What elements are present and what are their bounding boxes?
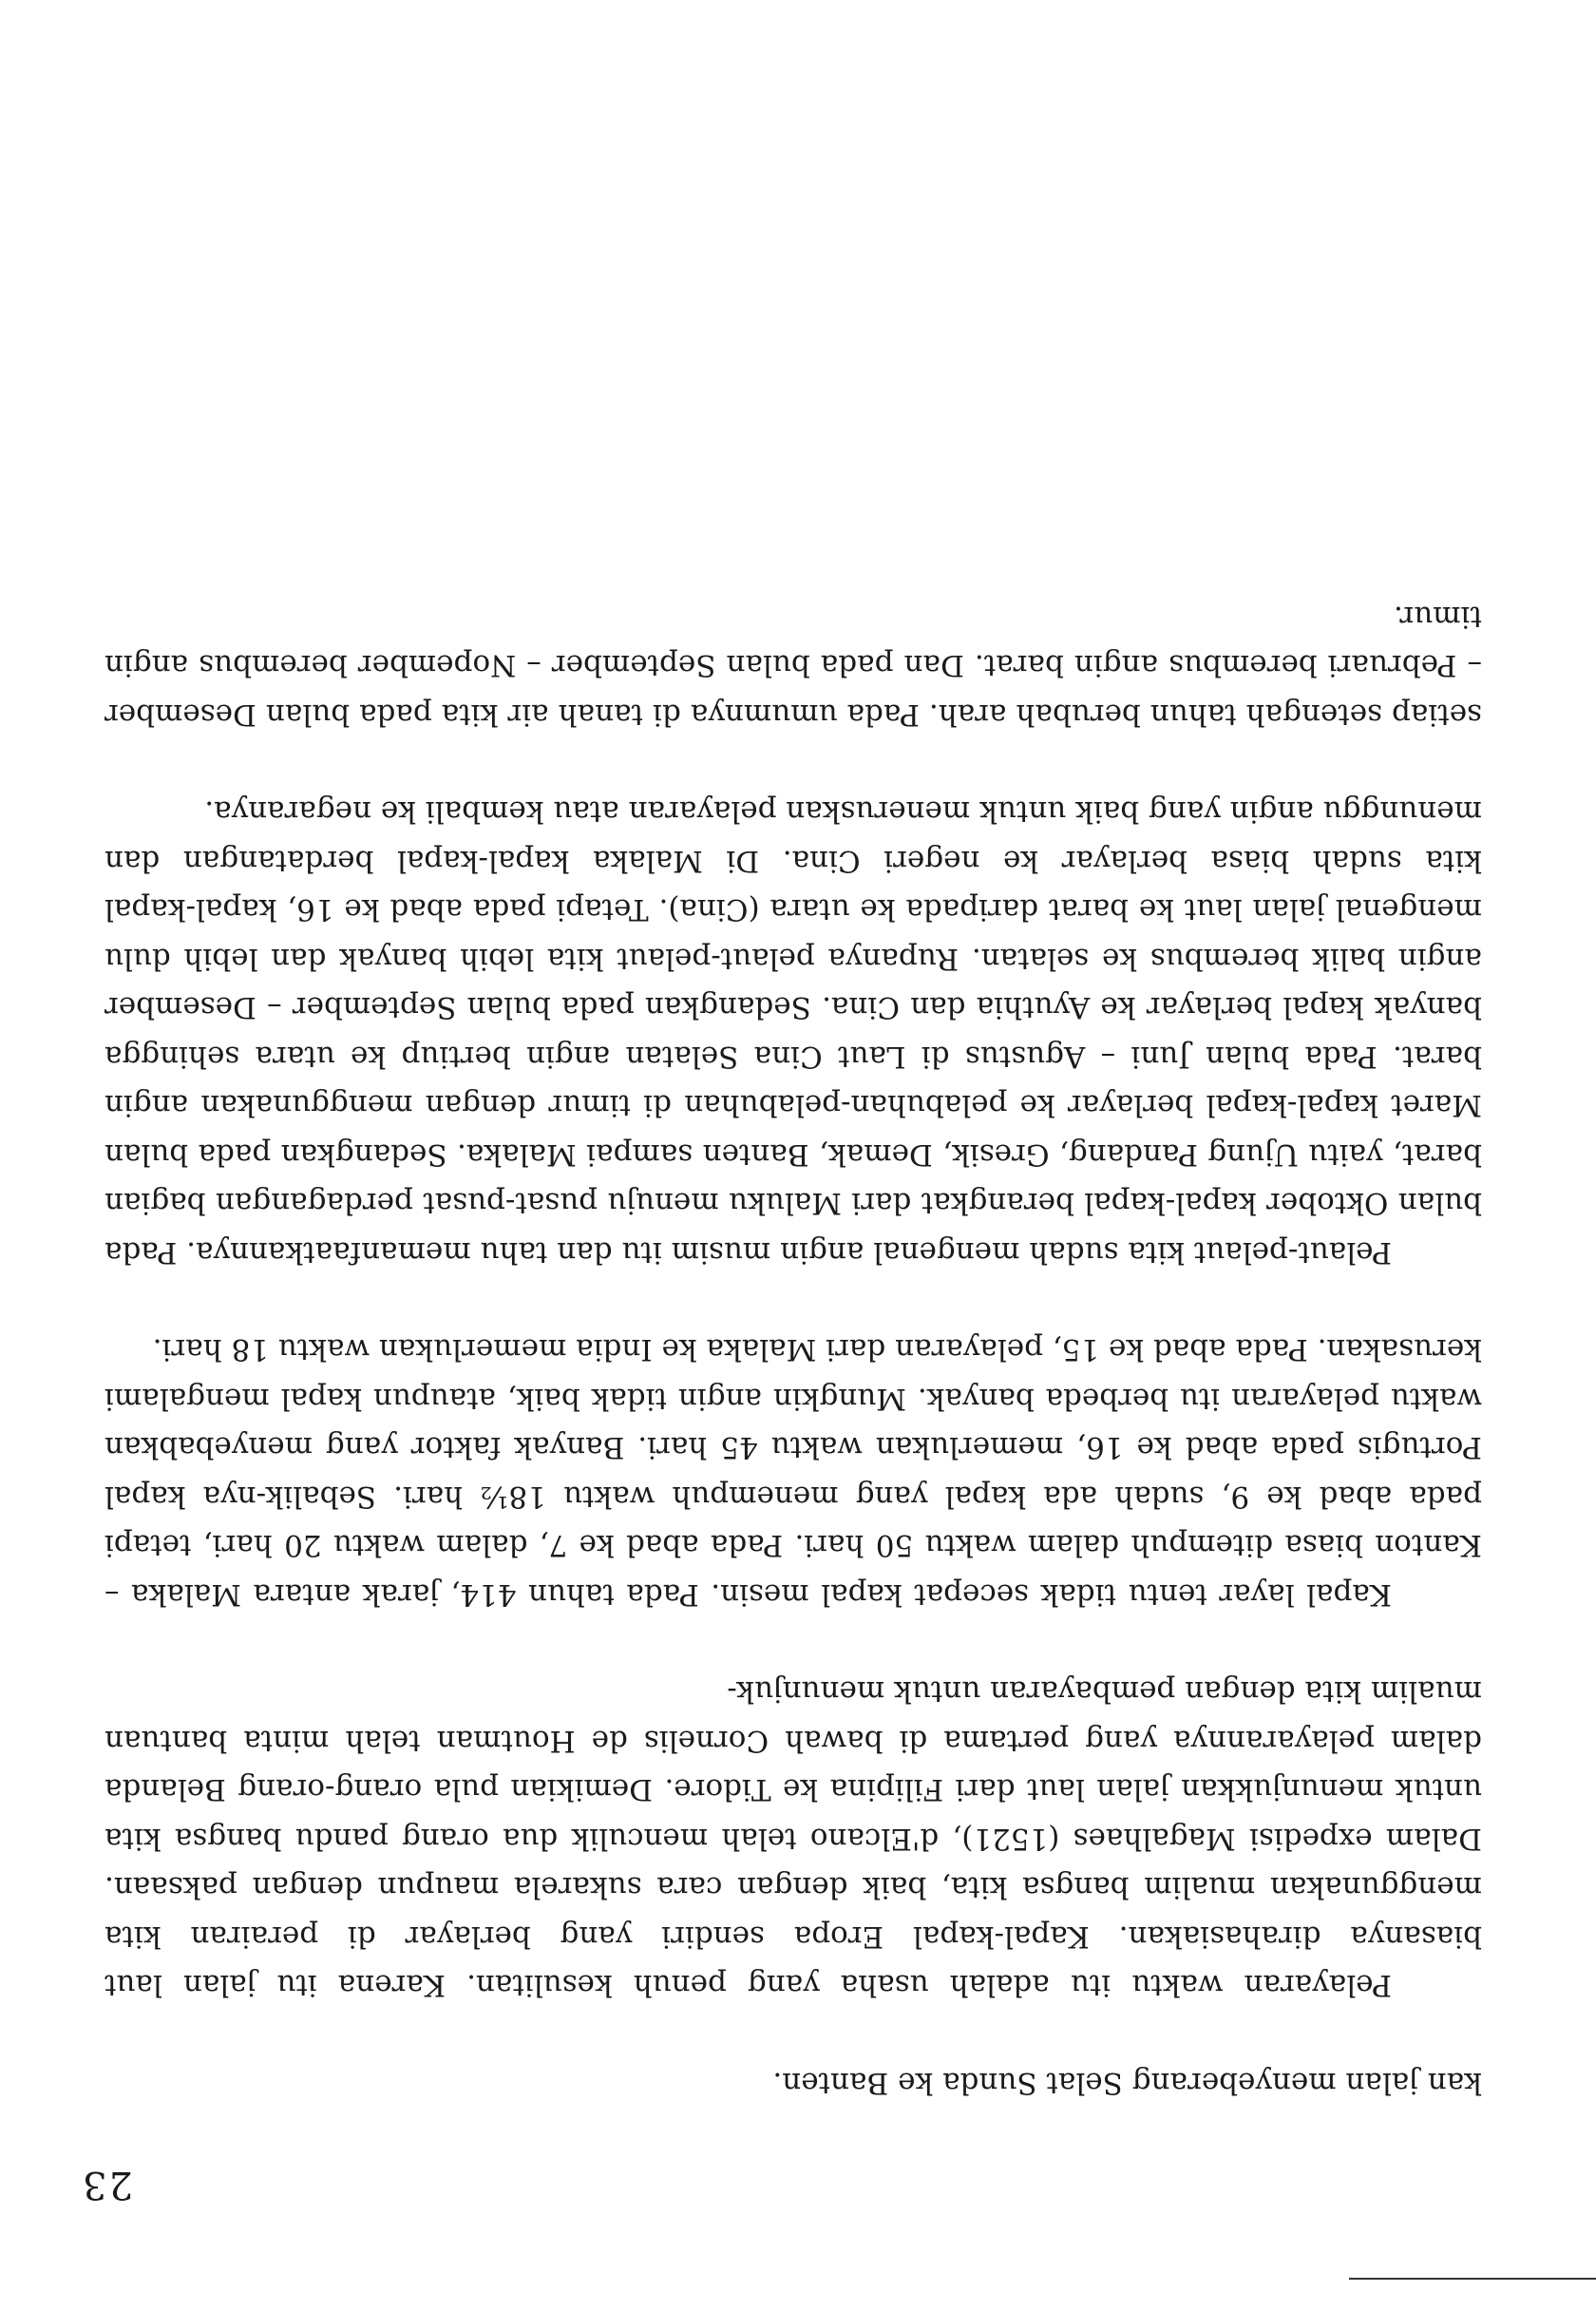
paragraph-angin-musim: setiap setengah tahun berubah arah. Pada umumnya di tanah air kita pada bulan Desember – Pebruari berembus angin barat. Dan pada bulan September – Nopember berembus angin timur.	[104, 600, 1482, 732]
paragraph-kapal-layar: Kapal layar tentu tidak secepat kapal mesin. Pada tahun 414, jarak antara Malaka – Kanton biasa ditempuh dalam waktu 50 hari. Pada abad ke 7, dalam waktu 20 hari, tetapi pada abad ke 9, sudah ada kapal yang menempuh waktu 18½ hari. Sebalik-nya kapal Portugis pada abad ke 16, memerlukan waktu 45 hari. Banyak faktor yang menyebabkan waktu pelayaran itu berbeda banyak. Mungkin angin tidak baik, ataupun kapal mengalami kerusakan. Pada abad ke 15, pelayaran dari Malaka ke India memerlukan waktu 18 hari.	[104, 1332, 1482, 1612]
body-text	[104, 592, 1482, 2108]
page-number: 23	[81, 2163, 133, 2206]
page-edge-rule	[1349, 2278, 1596, 2280]
paragraph-continuation-top: kan jalan menyeberang Selat Sunda ke Banten.	[772, 2066, 1482, 2100]
paragraph-pelaut-pelaut: Pelaut-pelaut kita sudah mengenal angin musim itu dan tahu memanfaatkannya. Pada bulan Oktober kapal-kapal berangkat dari Maluku menuju pusat-pusat perdagangan bagian barat, yaitu Ujung Pandang, Gresik, Demak, Banten sampai Malaka. Sedangkan pada bulan Maret kapal-kapal berlayar ke pelabuhan-pelabuhan di timur dengan menggunakan angin barat. Pada bulan Juni – Agustus di Laut Cina Selatan angin bertiup ke utara sehingga banyak kapal berlayar ke Ayuthia dan Cina. Sedangkan pada bulan September – Desember angin balik berembus ke selatan. Rupanya pelaut-pelaut kita lebih banyak dan lebih dulu mengenal jalan laut ke barat daripada ke utara (Cina). Tetapi pada abad ke 16, kapal-kapal kita sudah biasa berlayar ke negeri Cina. Di Malaka kapal-kapal berdatangan dan menunggu angin yang baik untuk meneruskan pelayaran atau kembali ke negaranya.	[104, 794, 1482, 1270]
paragraph-pelayaran: Pelayaran waktu itu adalah usaha yang penuh kesulitan. Karena itu jalan laut biasanya dirahasiakan. Kapal-kapal Eropa sendiri yang berlayar di perairan kita menggunakan mualim bangsa kita, baik dengan cara sukarela maupun dengan paksaan. Dalam expedisi Magalhaes (1521), d'Elcano telah menculik dua orang pandu bangsa kita untuk menunjukkan jalan laut dari Filipina ke Tidore. Demikian pula orang-orang Belanda dalam pelayarannya yang pertama di bawah Cornelis de Houtman telah minta bantuan mualim kita dengan pembayaran untuk menunjuk-	[104, 1674, 1482, 2003]
